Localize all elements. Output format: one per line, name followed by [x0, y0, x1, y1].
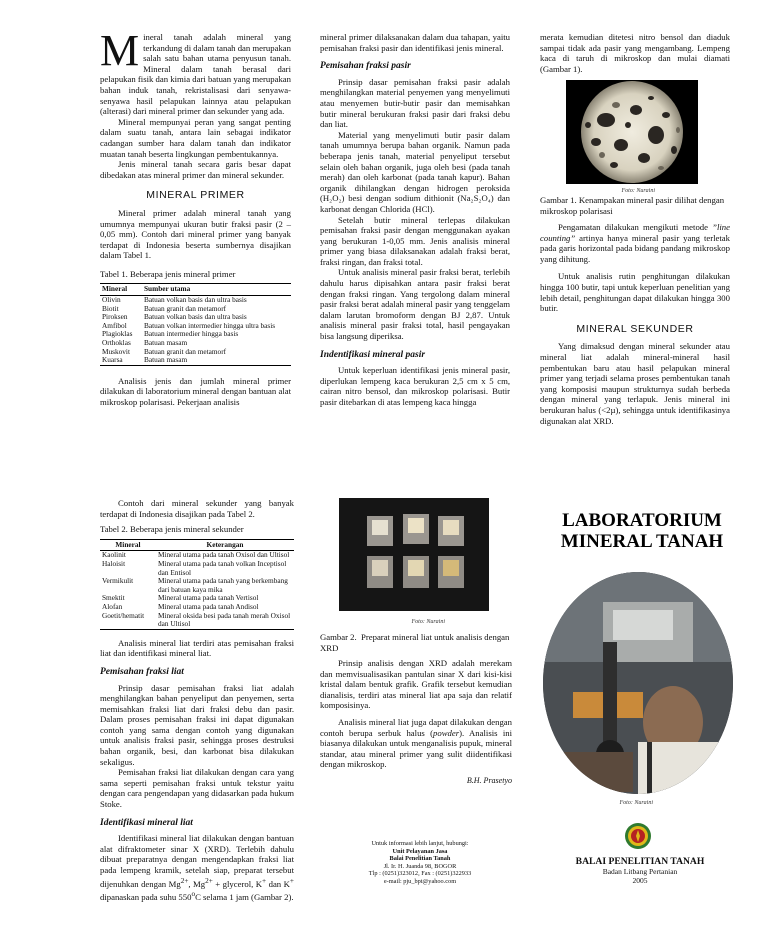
paragraph: Material yang menyelimuti butir pasir dalam tanah umumnya berupa bahan organik. Namun pada beberapa jenis tanah, material penyeliput tersebut selain oleh bahan organik, juga oleh besi (pada tanah merah) dan oleh karbonat (pada tanah kapur). Bahan organik dihilangkan dengan hidrogen peroksida (H₂O₂) besi dengan sodium dithionit (Na₂S₂O₄) dan karbonat dengan Chlorida (HCl).	[320, 129, 510, 214]
table-header: Sumber utama	[142, 284, 291, 296]
column-3-top	[540, 32, 730, 74]
column-2-bottom	[320, 658, 512, 787]
paragraph: Prinsip dasar pemisahan fraksi pasir adalah menghilangkan material penyemen yang menyelimuti atau menyemen butir-butir pasir dan memisahkan butir mineral berukuran fraksi pasir dari fraksi debu dan liat.	[320, 76, 510, 130]
subheading-identifikasi-liat: Identifikasi mineral liat	[100, 817, 193, 828]
contact-block: Untuk informasi lebih lanjut, hubungi: Unit Pelayanan Jasa Balai Penelitian Tanah Jl. Ir. H. Juanda 98, BOGOR Tlp : (0251)323012, Fax : (0251)322933 e-mail: pju_bpt@yahoo.com	[368, 840, 472, 885]
table-header: Keterangan	[156, 539, 294, 551]
column-3-top-continued	[540, 222, 730, 426]
paragraph: Setelah butir mineral terlepas dilakukan pemisahan fraksi pasir dengan menggunakan ayakan yang berukuran 1-0,05 mm. Jenis analisis mineral primer yang biasa dilaksanakan adalah fraksi berat, fraksi ringan, dan fraksi total.	[320, 214, 510, 267]
column-1-top	[100, 26, 291, 408]
intro-paragraph: Mineral tanah adalah mineral yang terkandung di dalam tanah dan merupakan salah satu bahan utama penyusun tanah. Mineral dalam tanah berasal dari pelapukan fisik dan kimia dari batuan yang merupakan bahan induk tanah, rekristalisasi dari senyawa-senyawa hasil pelapukan lainnya atau pelapukan (alterasi) dari mineral primer dan sekunder yang ada.	[100, 26, 291, 117]
paragraph: Analisis jenis dan jumlah mineral primer dilakukan di laboratorium mineral dengan bantuan alat mikroskop polarisasi. Pekerjaan analisis	[100, 375, 291, 407]
table-row: Vermikulit Mineral utama pada tanah yang berkembang dari batuan kaya mika	[102, 576, 288, 594]
photo-credit: Foto: Nuraini	[411, 619, 445, 625]
cover-title: LABORATORIUM MINERAL TANAH	[560, 510, 724, 552]
microscope-view-image	[566, 80, 698, 184]
table-row: Kuarsa Batuan masam	[100, 356, 291, 365]
table-row: Biotit Batuan granit dan metamorf	[102, 303, 227, 313]
table-row: Alofan Mineral utama pada tanah Andisol	[102, 601, 259, 611]
table-header: Mineral	[100, 284, 142, 296]
table-row: Plagioklas Batuan intermedier hingga basis	[102, 329, 239, 339]
column-1-bottom	[100, 498, 294, 903]
table-row: Smektit Mineral utama pada tanah Vertisol	[102, 593, 259, 603]
institution-logo	[624, 822, 652, 850]
photo-credit: Foto: Nuraini	[619, 800, 653, 806]
paragraph: Untuk analisis rutin penghitungan dilakukan hingga 100 butir, tapi untuk keperluan penelitian yang lebih detail, penghitungan dapat dilakukan hingga 300 butir.	[540, 271, 730, 314]
subheading-pemisahan-liat: Pemisahan fraksi liat	[100, 666, 184, 677]
paragraph: Identifikasi mineral liat dilakukan dengan bantuan alat difraktometer sinar X (XRD). Terlebih dahulu dibuat preparatnya dengan mengendapkan fraksi liat pada lempeng kramik, setelah siap, preparat tersebut dijenuhkan dengan $Mg^{2+}$, $Mg^{2+}$ + glycerol, K+ dan K+ dipanaskan pada suhu 550$^o$C selama 1 jam (Gambar 2).	[100, 833, 294, 902]
paragraph: Pengamatan dilakukan mengikuti metode ”line counting” artinya hanya mineral pasir yang terletak pada garis horizontal pada bidang pandang mikroskop yang dihitung.	[540, 222, 730, 264]
paragraph: Prinsip analisis dengan XRD adalah merekam dan memvisualisasikan pantulan sinar X dari kisi-kisi kristal dalam bentuk grafik. Grafik tersebut kemudian dianalisis, terdiri atas mineral liat apa saja dan relatif komposisinya.	[320, 658, 512, 711]
paragraph: Analisis mineral liat juga dapat dilakukan dengan contoh berupa serbuk halus (powder). Analisis ini biasanya dilakukan untuk menganalisis pupuk, mineral standar, atau mineral primer yang sulit diidentifikasi dengan mikroskop.	[320, 716, 512, 770]
figure-2-caption: Gambar 2. Preparat mineral liat untuk analisis dengan XRD	[320, 632, 510, 653]
table-row: Kaolinit Mineral utama pada tanah Oxisol dan Ultisol	[102, 550, 290, 560]
column-2-top	[320, 32, 510, 408]
author: B.H. Prasetyo	[466, 775, 512, 785]
dropcap: M	[100, 26, 140, 75]
table-row: Haloisit Mineral utama pada tanah volkan Inceptisol dan Entisol	[102, 558, 287, 577]
year: 2005	[632, 876, 648, 885]
subheading-identifikasi-pasir: Indentifikasi mineral pasir	[320, 349, 426, 360]
institution-name: BALAI PENELITIAN TANAH	[575, 856, 705, 867]
paragraph: Contoh dari mineral sekunder yang banyak terdapat di Indonesia disajikan pada Tabel 2.	[100, 498, 294, 519]
institution-sub: Badan Litbang Pertanian	[602, 867, 678, 876]
paragraph: Mineral primer adalah mineral tanah yang umumnya mempunyai ukuran butir fraksi pasir (2 – 0,05 mm). Contoh dari mineral primer yang banyak terdapat di Indonesia beserta sumbernya disajikan dalam Tabel 1.	[100, 207, 291, 261]
table-row: Olivin Batuan volkan basis dan ultra basis	[102, 295, 247, 305]
paragraph: Jenis mineral tanah secara garis besar dapat dibedakan atas mineral primer dan mineral sekunder.	[100, 159, 291, 180]
table-2	[100, 539, 294, 630]
figure-1-caption: Gambar 1. Kenampakan mineral pasir dilihat dengan mikroskop polarisasi	[540, 195, 725, 216]
table-row: Amfibol Batuan volkan intermedier hingga ultra basis	[102, 320, 276, 330]
subheading-pemisahan-pasir: Pemisahan fraksi pasir	[320, 61, 411, 72]
lab-microscope-photo	[543, 572, 733, 794]
table-row: Piroksen Batuan volkan basis dan ultra basis	[102, 312, 247, 322]
table-row: Muskovit Batuan granit dan metamorf	[102, 346, 227, 356]
paragraph: Pemisahan fraksi liat dilakukan dengan cara yang sama seperti pemisahan fraksi untuk tekstur yaitu dengan cara pengendapan yang didasarkan pada hukum Stoke.	[100, 767, 294, 810]
paragraph: Untuk keperluan identifikasi jenis mineral pasir, diperlukan lempeng kaca berukuran 2,5 cm x 5 cm, cairan nitro bensol, dan mikroskop polarisasi. Butir pasir ditebarkan di atas lempeng kaca hingga	[320, 365, 510, 407]
paragraph: Prinsip dasar pemisahan fraksi liat adalah menghilangkan bahan penyeliput dan penyemen, serta memisahkan fraksi liat dari fraksi debu dan pasir. Dalam proses pemisahan fraksi ini dapat digunakan contoh yang sama dengan contoh yang digunakan untuk analisis fraksi pasir, sehingga proses destruksi bahan organik, besi, dan karbonat bisa dilakukan sekaligus.	[100, 682, 294, 767]
paragraph: Mineral mempunyai peran yang sangat penting dalam suatu tanah, antara lain sebagai indikator cadangan sumber hara dalam tanah dan indikator muatan tanah beserta lingkungan pembentukannya.	[100, 116, 291, 159]
table-row: Orthoklas Batuan masam	[102, 338, 188, 348]
table-1	[100, 283, 291, 365]
paragraph: Untuk analisis mineral pasir fraksi berat, terlebih dahulu harus dipisahkan antara pasir fraksi berat dengan fraksi ringan. Yang tergolong dalam mineral pasir fraksi berat adalah mineral pasir yang tenggelam dalam larutan bromoform dengan BJ 2,87. Untuk analisis mineral pasir fraksi total, hasil pengayakan bisa langsung diperiksa.	[320, 267, 510, 342]
table-1-caption: Tabel 1. Beberapa jenis mineral primer	[100, 268, 236, 279]
table-header: Mineral	[100, 539, 156, 551]
section-heading-sekunder: MINERAL SEKUNDER	[576, 322, 694, 335]
photo-credit: Foto: Nuraini	[621, 188, 655, 194]
paragraph: mineral primer dilaksanakan dalam dua tahapan, yaitu pemisahan fraksi pasir dan identifikasi jenis mineral.	[320, 32, 510, 53]
table-2-caption: Tabel 2. Beberapa jenis mineral sekunder	[100, 524, 244, 535]
paragraph: Yang dimaksud dengan mineral sekunder atau mineral liat adalah mineral-mineral hasil pembentukan baru atau hasil pelapukan mineral primer yang terjadi selama proses pembentukan tanah yang komposisi maupun strukturnya sudah berbeda dengan mineral yang terlapuk. Jenis mineral ini berukuran halus (<2µ), sehingga untuk identifikasinya digunakan alat XRD.	[540, 341, 730, 426]
table-row: Goetit/hematit Mineral oksida besi pada tanah merah Oxisol dan Ultisol	[100, 612, 294, 630]
paragraph: Analisis mineral liat terdiri atas pemisahan fraksi liat dan identifikasi mineral liat.	[100, 637, 294, 659]
section-heading-primer: MINERAL PRIMER	[146, 189, 245, 202]
paragraph: merata kemudian ditetesi nitro bensol dan diaduk sampai tidak ada pasir yang mengambang. Lempeng kaca di taruh di mikroskop dan mulai diamati (Gambar 1).	[540, 32, 730, 74]
xrd-slides-image	[339, 498, 489, 611]
institution-block	[550, 856, 730, 885]
